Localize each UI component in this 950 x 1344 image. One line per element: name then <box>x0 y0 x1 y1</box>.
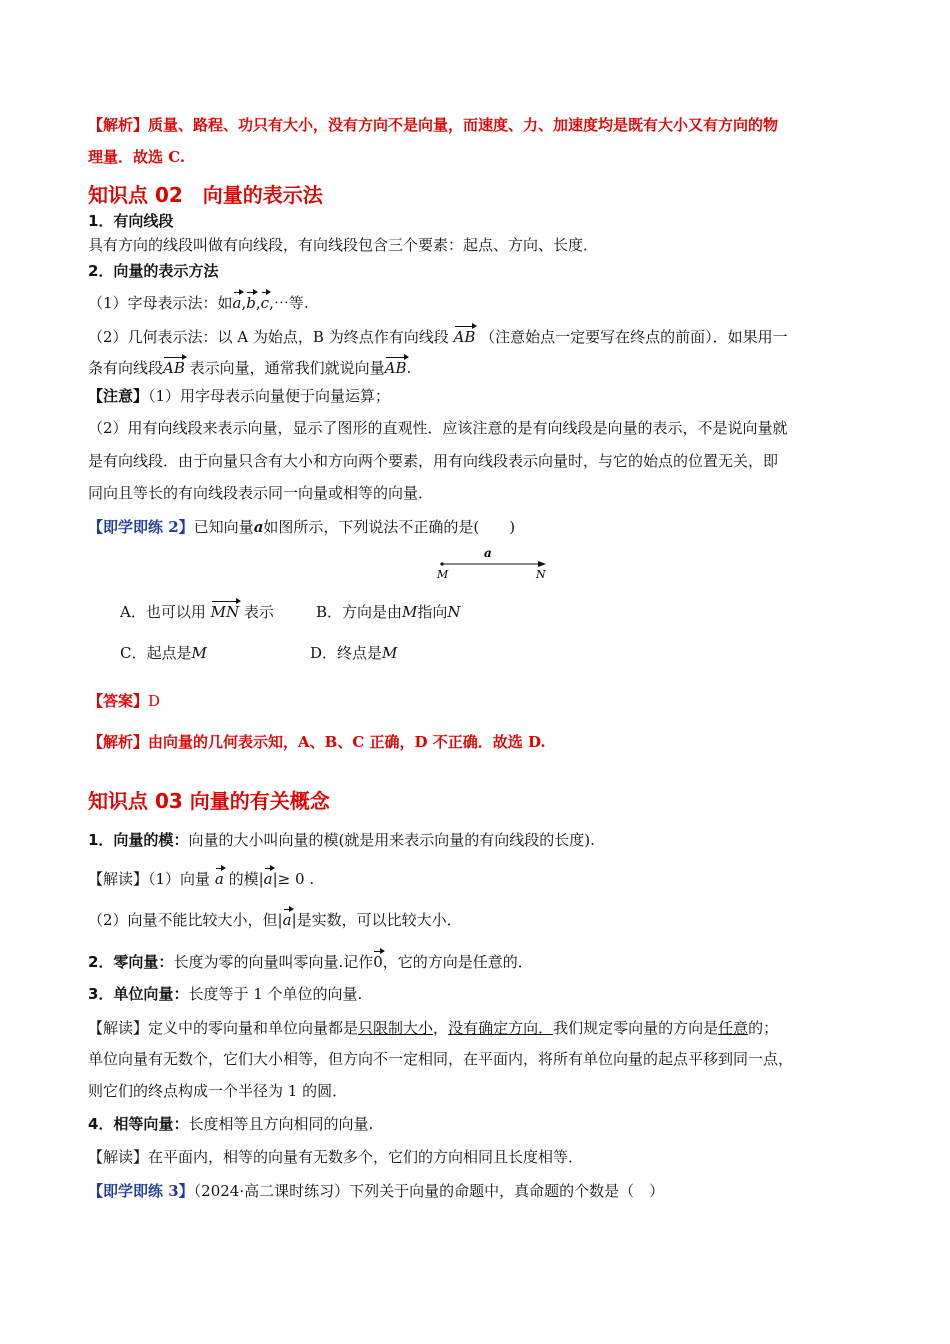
kp02-geo-line1: （2）几何表示法：以 A 为始点，B 为终点作有向线段 AB （注意始点一定要写在终点的前面）．如果用一 <box>88 328 788 346</box>
kp03-read1: 【解读】（1）向量 a 的模|a|≥ 0 . <box>88 870 315 888</box>
kp02-letter-notation: （1）字母表示法：如a,b,c,⋯等. <box>88 294 309 312</box>
vector-ab: AB <box>384 359 407 377</box>
prev-analysis-line2: 理量．故选 C. <box>88 148 186 166</box>
prev-analysis-text: 质量、路程、功只有大小，没有方向不是向量，而速度、力、加速度均是既有大小又有方向的物 <box>148 116 779 134</box>
vector-a: a <box>263 870 273 888</box>
practice2-answer <box>88 690 160 712</box>
kp03-item3: 3．单位向量：长度等于 1 个单位的向量. <box>88 985 363 1003</box>
kp03-read2: （2）向量不能比较大小，但|a|是实数，可以比较大小． <box>88 911 462 929</box>
vector-a: a <box>214 870 224 888</box>
practice3-label: 【即学即练 3】 <box>88 1182 194 1200</box>
answer-label: 【答案】 <box>88 692 149 710</box>
kp02-item2-title: 2．向量的表示方法 <box>88 262 219 280</box>
figure-start-label: M <box>437 568 449 581</box>
vector-mn: MN <box>210 603 240 621</box>
kp03-item2: 2．零向量：长度为零的向量叫零向量.记作0，它的方向是任意的． <box>88 953 533 971</box>
zero-vector: 0 <box>373 953 383 971</box>
prev-analysis-line1 <box>88 114 778 136</box>
kp02-title: 知识点 02 向量的表示法 <box>88 183 323 207</box>
vector-c: c <box>260 294 270 312</box>
kp03-item4: 4．相等向量：长度相等且方向相同的向量. <box>88 1115 374 1133</box>
answer-value: D <box>148 692 161 710</box>
kp02-item1-text: 具有方向的线段叫做有向线段，有向线段包含三个要素：起点、方向、长度． <box>88 236 599 254</box>
figure-vector-label: a <box>484 546 492 560</box>
kp03-read4: 【解读】在平面内，相等的向量有无数多个，它们的方向相同且长度相等． <box>88 1148 584 1166</box>
kp02-geo-line2: 条有向线段AB 表示向量，通常我们就说向量AB. <box>88 359 412 377</box>
kp03-read3-line2: 单位向量有无数个，它们大小相等，但方向不一定相同，在平面内，将所有单位向量的起点平移到同一点， <box>88 1050 794 1068</box>
practice2-analysis: 【解析】由向量的几何表示知，A、B、C 正确，D 不正确．故选 D. <box>88 733 546 751</box>
kp02-note2-line3: 同向且等长的有向线段表示同一向量或相等的向量． <box>88 484 434 502</box>
vector-ab: AB <box>163 359 185 377</box>
option-b: B．方向是由M指向N <box>316 603 461 621</box>
prev-analysis-label: 【解析】 <box>88 116 149 134</box>
note-label: 【注意】 <box>88 387 149 405</box>
option-d: D．终点是M <box>310 644 398 662</box>
practice3-question: 【即学即练 3】（2024·高二课时练习）下列关于向量的命题中，真命题的个数是（ ） <box>88 1182 665 1200</box>
kp03-title: 知识点 03 向量的有关概念 <box>88 789 330 813</box>
kp02-item1-title: 1．有向线段 <box>88 212 174 230</box>
option-a: A．也可以用 MN 表示 <box>120 603 274 621</box>
analysis-label: 【解析】 <box>88 733 149 751</box>
kp02-note1: 【注意】（1）用字母表示向量便于向量运算； <box>88 387 391 405</box>
practice2-label: 【即学即练 2】 <box>88 518 194 536</box>
read-label: 【解读】 <box>88 870 149 888</box>
kp02-note2-line1: （2）用有向线段来表示向量，显示了图形的直观性．应该注意的是有向线段是向量的表示，不是说向量就 <box>88 419 788 437</box>
vector-b: b <box>246 294 256 312</box>
figure-start-point <box>440 562 443 565</box>
figure-end-label: N <box>536 568 546 581</box>
vector-a: a <box>232 294 242 312</box>
kp03-item1: 1．向量的模：向量的大小叫向量的模(就是用来表示向量的有向线段的长度). <box>88 831 595 849</box>
vector-ab: AB <box>453 328 476 346</box>
vector-a: a <box>282 911 292 929</box>
practice2-question: 【即学即练 2】已知向量a如图所示，下列说法不正确的是( ) <box>88 518 516 536</box>
kp03-read3-line3: 则它们的终点构成一个半径为 1 的圆． <box>88 1082 348 1100</box>
kp02-note2-line2: 是有向线段．由于向量只含有大小和方向两个要素，用有向线段表示向量时，与它的始点的位置无关，即 <box>88 452 779 470</box>
kp03-read3-line1: 【解读】定义中的零向量和单位向量都是只限制大小，没有确定方向．我们规定零向量的方向是任意的； <box>88 1019 779 1037</box>
option-c: C．起点是M <box>120 644 207 662</box>
vector-mn-figure <box>430 544 560 584</box>
figure-arrowhead <box>538 561 546 567</box>
